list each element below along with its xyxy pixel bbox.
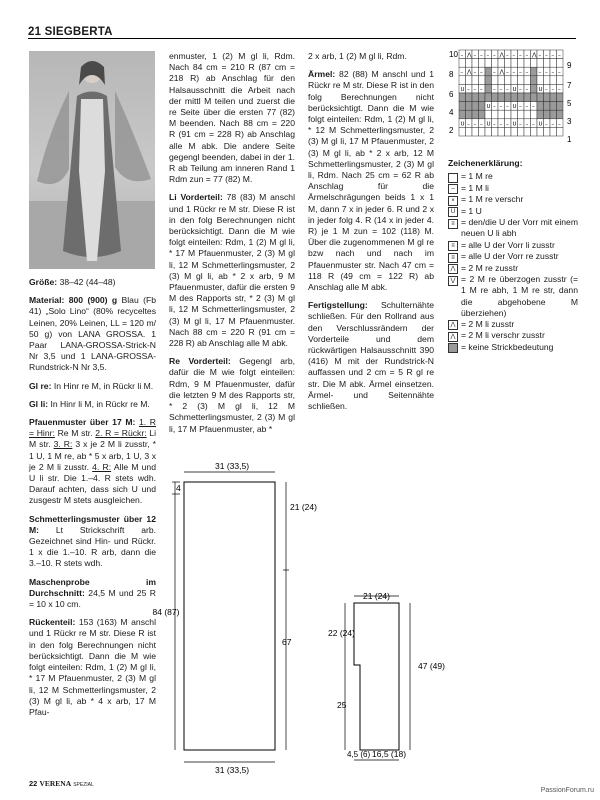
chart-symbol: – [532, 104, 535, 111]
legend-text: = 2 M re zusstr [461, 262, 519, 273]
chart-symbol: – [551, 52, 555, 59]
chart-symbol: U [460, 121, 465, 128]
chart-symbol: – [551, 86, 555, 93]
aermel-label: Ärmel: [308, 69, 336, 80]
chart-symbol: – [499, 121, 503, 128]
fertig-label: Fertigstellung: [308, 300, 368, 311]
pfau-t1: Re M str. [57, 428, 93, 439]
chart-symbol: – [506, 52, 509, 59]
back-piece-outline [184, 482, 275, 750]
chart-symbol: – [506, 69, 509, 76]
legend-text: = 2 M li zusstr [461, 318, 515, 329]
chart-symbol: – [486, 52, 490, 59]
chart-row-num: 4 [449, 108, 454, 117]
sleeve-height-dim: 47 (49) [418, 661, 445, 671]
chart-symbol: – [506, 121, 509, 128]
chart-symbol: ⋀ [467, 69, 472, 76]
back-upper-dim: 21 (24) [290, 502, 317, 512]
chart-row-num: 6 [449, 90, 454, 99]
material-text: Blau (Fb 41) „Solo Lino“ (80% recyceltes Leinen, 20% Leinen, LL = 120 m/ 50 g) von LANA GROSSA. 1 Paar LANA-GROSSA-Strick-N Nr 3,5 und 1 LANA-GROSSA-Rundstrick-N Nr 3,5. [29, 295, 157, 373]
chart-symbol: U [538, 121, 543, 128]
sleeve-bottom-left-dim: 4,5 (6) [347, 750, 371, 759]
legend-text: = 2 M li verschr zusstr [461, 330, 545, 341]
col3-intro: 2 x arb, 1 (2) M gl li, Rdm. [308, 51, 407, 61]
pfau-t2: Li M str. [29, 428, 156, 450]
chart-symbol: – [532, 121, 535, 128]
sleeve-25-dim: 25 [337, 700, 347, 710]
gl-re-label: Gl re: [29, 380, 52, 391]
chart-symbol: – [558, 52, 561, 59]
legend-text: = den/die U der Vorr mit einem neuen U li abh [461, 217, 578, 239]
chart-symbol: – [473, 69, 477, 76]
chart-symbol: – [545, 69, 548, 76]
pfau-label: Pfauenmuster über 17 M: [29, 417, 136, 428]
legend-text: = keine Strickbedeutung [461, 341, 554, 352]
chart-symbol: U [486, 104, 491, 111]
magazine-name: VERENA [39, 779, 72, 788]
chart-symbol: U [512, 121, 517, 128]
legend-text: = 1 M re verschr [461, 194, 524, 205]
chart-symbol: – [525, 104, 529, 111]
chart-symbol: – [519, 69, 522, 76]
pfau-t3: 3 x je 2 M li zusstr, * 1 U, 1 M re, ab * 5 x arb, 1 U, 3 x je 2 M li zusstr. [29, 439, 157, 472]
chart-symbol: – [493, 52, 496, 59]
chart-symbol: – [538, 52, 542, 59]
chart-symbol: ⋀ [499, 52, 505, 59]
legend-text: = alle U der Vorr re zusstr [461, 251, 559, 262]
chart-symbol: – [551, 69, 555, 76]
legend-symbol-icon: ≡ [448, 253, 458, 263]
schm-text: Lt Strickschrift arb. Gezeichnet sind Hin- und Rückr. 1 x die 1.–10. R arb, dann die 3.–10. R stets wdh. [29, 524, 157, 569]
chart-row-num: 8 [449, 70, 454, 79]
probe-label: Maschenprobe im Durchschnitt: [29, 576, 156, 598]
legend-symbol-icon: ≡ [448, 219, 458, 229]
chart-symbol: – [499, 86, 503, 93]
chart-symbol: – [480, 86, 483, 93]
ruecken-text: 153 (163) M anschl und 1 Rückr re M str. Diese R ist in den folg Berechnungen nicht berücksichtigt. Dann die M wie folgt einteilen: Rdm, 1 (2) M gl li, * 17 M Pfauenmuster, 2 (3) M gl li, 12 M Schmetterlingsmuster, 2 (3) M gl li, ab * 4 x arb, 17 M Pfau- [29, 617, 156, 717]
col2-intro: enmuster, 1 (2) M gl li, Rdm. Nach 84 cm = 210 R (87 cm = 218 R) ab Anschlag für den Halsausschnitt die Arbeit nach der mittl M teilen und zuerst die re Seite über die ersten 77 (82) M beenden. Nach 88 cm = 220 R (91 cm = 228 R) ab Anschlag alle M abk. Die andere Seite gegengl beenden, dabei in der 1. R ab Teilung am inneren Rand 1 Rdm zun = 77 (82) M. [169, 51, 295, 185]
legend-symbol-icon: U [448, 207, 458, 217]
pfau-r4: 4. R: [92, 461, 112, 472]
chart-symbol: – [519, 121, 522, 128]
chart-symbol: – [460, 69, 464, 76]
ruecken-label: Rückenteil: [29, 617, 76, 628]
chart-symbol: U [460, 86, 465, 93]
legend-text: = 1 M li [461, 182, 489, 193]
magazine-sub: SPEZIAL [73, 782, 94, 788]
chart-symbol: ⋀ [499, 69, 505, 76]
legend-symbol-icon: ⋀ [448, 320, 458, 330]
chart-symbol: – [499, 104, 503, 111]
chart-symbol: ⋀ [467, 52, 472, 59]
legend-symbol-icon: ⋁ [448, 276, 458, 286]
chart-symbol: – [480, 52, 483, 59]
sleeve-top-dim: 21 (24) [363, 591, 390, 601]
chart-symbol: – [506, 104, 509, 111]
chart-symbol: – [538, 69, 542, 76]
chart-symbol: – [525, 86, 529, 93]
legend-symbol-icon: ⋀ [448, 264, 458, 274]
page-footer [29, 779, 94, 788]
chart-symbol: – [545, 86, 548, 93]
chart-symbol: – [473, 52, 477, 59]
site-credit: PassionForum.ru [540, 787, 594, 794]
legend-text: = alle U der Vorr li zusstr [461, 239, 555, 250]
chart-symbol: – [460, 52, 464, 59]
chart-symbol: – [512, 52, 516, 59]
pfau-r1: 1. R = Hinr: [29, 417, 156, 439]
legend-text: = 2 M re überzogen zusstr (= 1 M re abh, 1 M re str, dann die abgehobene M überziehen) [461, 274, 578, 318]
chart-symbol: – [493, 121, 496, 128]
chart-symbol: – [467, 121, 470, 128]
chart-symbol: – [545, 121, 548, 128]
chart-symbol: – [545, 52, 548, 59]
gl-li-text: In Hinr li M, in Rückr re M. [50, 398, 150, 409]
chart-symbol: U [486, 121, 491, 128]
chart-row-num: 1 [567, 135, 572, 144]
back-neck-dim: 4 [176, 483, 181, 493]
chart-symbol: – [493, 69, 496, 76]
chart-symbol: – [473, 121, 477, 128]
chart-symbol: U [512, 104, 517, 111]
chart-symbol: – [473, 86, 477, 93]
gl-re-text: In Hinr re M, in Rückr li M. [53, 380, 154, 391]
li-vorderteil-label: Li Vorderteil: [169, 192, 223, 203]
chart-row-num: 3 [567, 117, 572, 126]
re-vorderteil-text: Gegengl arb, dafür die M wie folgt einteilen: Rdm, 9 M Pfauenmuster, dafür die letzten 9 M des Rapports str, * 2 (3) M gl li, 12 M Schmetterlingsmuster, 2 (3) M gl li, 17 M Pfauenmuster, ab * [169, 356, 296, 434]
back-bottom-dim: 31 (33,5) [215, 765, 250, 775]
sleeve-outline [354, 603, 399, 750]
legend-title: Zeichenerklärung: [448, 158, 523, 168]
chart-symbol: – [525, 69, 529, 76]
material-label: Material: 800 (900) g [29, 295, 118, 306]
chart-symbol: U [512, 86, 517, 93]
chart-symbol: – [525, 52, 529, 59]
chart-row-num: 10 [449, 50, 458, 59]
page-number: 22 [29, 779, 38, 788]
chart-symbol: ⋀ [532, 52, 537, 59]
legend-symbol-icon: × [448, 196, 458, 206]
chart-symbol: – [480, 121, 483, 128]
gl-li-label: Gl li: [29, 398, 49, 409]
chart-symbol: – [525, 121, 529, 128]
probe-text: 24,5 M und 25 R = 10 x 10 cm. [29, 587, 156, 610]
chart-row-num: 5 [567, 99, 572, 108]
back-top-dim: 31 (33,5) [215, 461, 250, 471]
fertig-text: Schulternähte schließen. Für den Rollrand aus den Verschlussrändern der Vorderteile und dem rückwärtigen Halsausschnitt 390 (416) M mit der Rundstrick-N auffassen und 2 cm = 5 R gl re str. Die M abk. Ärmel einsetzen. Ärmel- und Seitennähte schließen. [308, 300, 434, 412]
sleeve-bottom-dim: 16,5 (18) [372, 749, 407, 759]
legend-symbol-icon: ⋀ [448, 332, 458, 342]
chart-row-num: 9 [567, 61, 572, 70]
back-67-dim: 67 [282, 637, 292, 647]
chart-symbol: – [519, 104, 522, 111]
legend-text: = 1 U [461, 205, 482, 216]
chart-symbol: – [512, 69, 516, 76]
back-height-dim: 84 (87) [152, 607, 180, 617]
legend-symbol-icon: ≡ [448, 241, 458, 251]
chart-symbol: – [493, 86, 496, 93]
pfau-t4: Alle M und U li str. Die 1.–4. R stets wdh. Darauf achten, dass sich U und zusgestr M stets ausgleichen. [29, 461, 156, 506]
chart-symbol: – [480, 69, 483, 76]
legend-text: = 1 M re [461, 171, 493, 182]
chart-symbol: – [519, 86, 522, 93]
chart-symbol: – [467, 86, 470, 93]
chart-symbol: – [558, 121, 561, 128]
page-title: 21 SIEGBERTA [28, 26, 113, 38]
chart-row-num: 2 [449, 126, 454, 135]
chart-symbol: – [558, 86, 561, 93]
schm-label: Schmetterlingsmuster über 12 M: [29, 513, 156, 535]
chart-symbol: U [538, 86, 543, 93]
pfau-r2: 2. R = Rückr: [95, 428, 147, 439]
size-label: Größe: [29, 277, 58, 287]
aermel-text: 82 (88) M anschl und 1 Rückr re M str. Diese R ist in den folg Berechnungen nicht berücksichtigt. Dann die M wie folgt einteilen: Rdm, 1 (2) M gl li, * 12 M Schmetterlingsmuster, 2 (3) M gl li, 17 M Pfauenmuster, 2 (3) M gl li, ab * 2 x arb, 12 M Schmetterlingsmuster, 2 (3) M gl li, Rdm. Nach 25 cm = 62 R ab Anschlag für die Ärmelschrägungen beids 1 x 1 M, dann 7 x in jeder 6. R und 2 x in jeder folg 4. R (14 x in jeder 4. R) je 1 M zun = 102 (118) M. Über die zugenommenen M gl re bzw nach und nach im Pfauenmuster str. Nach 47 cm = 118 R (49 cm = 122 R) ab Anschlag alle M abk. [308, 69, 435, 293]
size-value: 38–42 (44–48) [59, 277, 116, 287]
chart-symbol: – [551, 121, 555, 128]
li-vorderteil-text: 78 (83) M anschl und 1 Rückr re M str. Diese R ist in den folg Berechnungen nicht berücksichtigt. Dann die M wie folgt einteilen: Rdm, 1 (2) M gl li, * 17 M Pfauenmuster, 2 (3) M gl li, 12 M Schmetterlingsmuster, 2 (3) M gl li, ab * 2 x arb, 9 M Pfauenmuster, dafür die ersten 9 M des Rapports str, * 2 (3) M gl li, 12 M Schmetterlingsmuster, 2 (3) M gl li, 17 M Pfauenmuster. Nach 88 cm = 220 R (91 cm = 228 R) ab Anschlag alle M abk. [169, 192, 295, 349]
chart-symbol: – [558, 69, 561, 76]
chart-symbol: – [506, 86, 509, 93]
pfau-r3: 3. R: [53, 439, 73, 450]
chart-symbol: – [519, 52, 522, 59]
re-vorderteil-label: Re Vorderteil: [169, 356, 231, 367]
chart-symbol: – [493, 104, 496, 111]
legend-symbol-icon: – [448, 184, 458, 194]
sleeve-upper-dim: 22 (24) [328, 628, 355, 638]
chart-row-num: 7 [567, 81, 572, 90]
